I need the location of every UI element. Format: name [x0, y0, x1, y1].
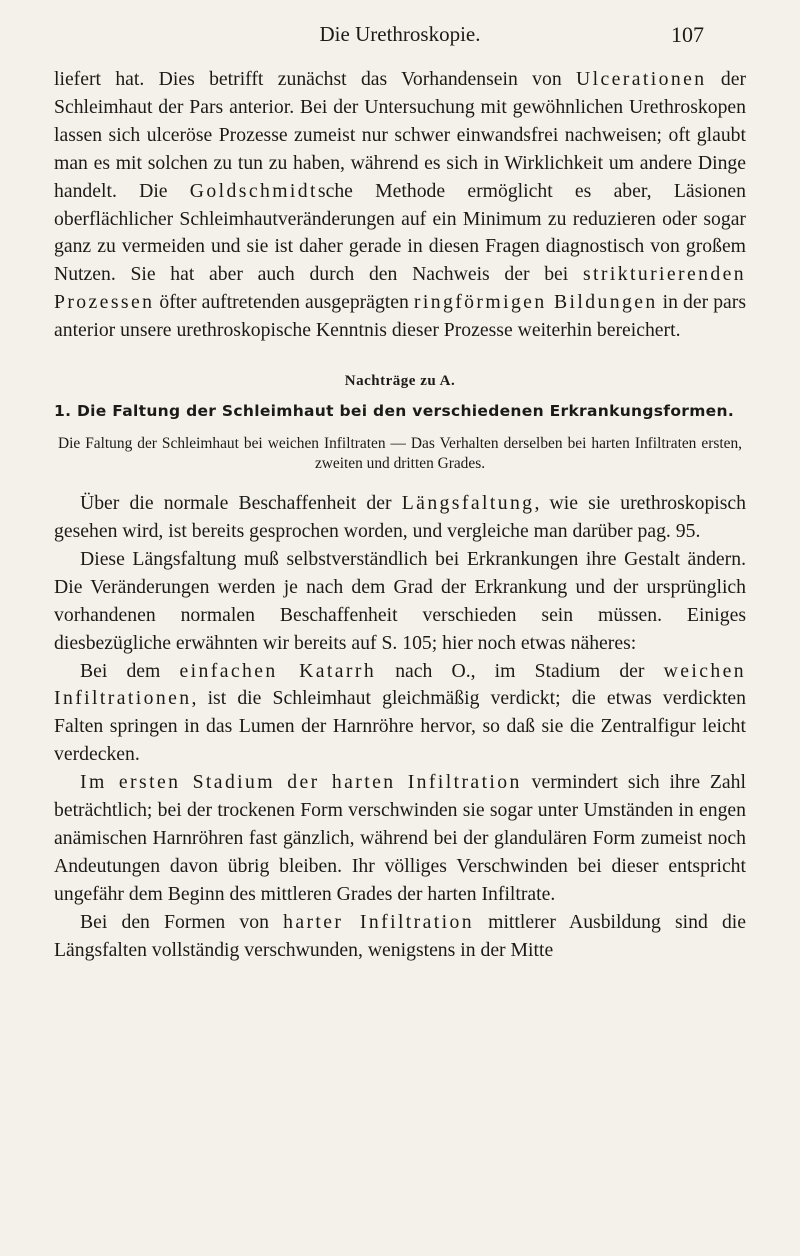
emphasis-harter-infiltration: harter Infiltration [283, 910, 475, 933]
emphasis-laengsfaltung: Längsfaltung [401, 492, 535, 515]
appendix-title: Nachträge zu A. [344, 373, 456, 390]
emphasis-goldschmidt: Goldschmidt [189, 179, 318, 202]
paragraph-ulcerations: liefert hat. Dies betrifft zunächst das Vorhandensein von Ulcerationen der Schleimhaut der Pars anterior. Bei der Untersuchung mit gewöhnlichen Urethroskopen lassen sich ulceröse Prozesse zumeist nur schwer einwandsfrei nachweisen; oft glaubt man es mit solchen zu tun zu haben, während es sich in Wirklichkeit um andere Dinge handelt. Die Goldschmidtsche Methode ermöglicht es aber, Läsionen oberflächlicher Schleimhautveränderungen auf ein Minimum zu reduzieren oder sogar ganz zu vermeiden und sie ist daher gerade in diesen Fragen diagnostisch von großem Nutzen. Sie hat aber auch durch den Nachweis der bei strikturierenden Prozessen öfter auftretenden ausgeprägten ringförmigen Bildungen in der pars anterior unsere urethroskopische Kenntnis dieser Prozesse weiterhin bereichert. [54, 68, 746, 342]
emphasis-strikturierenden: strikturierenden Prozessen [54, 263, 746, 314]
emphasis-weichen-infiltrationen: weichen Infiltrationen [54, 659, 746, 710]
section-heading: 1. Die Faltung der Schleimhaut bei den verschiedenen Erkrankungsformen. [54, 402, 735, 421]
emphasis-ulcerationen: Ulcerationen [576, 68, 707, 90]
page-number: 107 [671, 22, 704, 47]
emphasis-einfachen-katarrh: einfachen Katarrh [179, 659, 377, 682]
section-summary: Die Faltung der Schleimhaut bei weichen Infiltraten — Das Verhalten derselben bei harten Infiltraten ersten, zweiten und dritten Grades. [58, 435, 742, 473]
paragraph-erstes-stadium: Im ersten Stadium der harten Infiltration vermindert sich ihre Zahl beträchtlich; bei der trockenen Form verschwinden sie sogar unter Umständen in engen anämischen Harnröhren fast gänzlich, während bei der glandulären Form zumeist noch Andeutungen davon übrig bleiben. Ihr völliges Verschwinden bei dieser entspricht ungefähr dem Beginn des mittleren Grades der harten Infiltrate. [54, 771, 746, 905]
text-body [54, 66, 746, 964]
emphasis-ringfoermigen: ringförmigen Bildungen [413, 291, 658, 314]
paragraph-einfacher-katarrh: Bei dem einfachen Katarrh nach O., im Stadium der weichen Infiltrationen, ist die Schleimhaut gleichmäßig verdickt; die etwas verdickten Falten springen in das Lumen der Harnröhre hervor, so daß sie die Zentralfigur leicht verdecken. [54, 659, 746, 766]
paragraph-harte-infiltration: Bei den Formen von harter Infiltration mittlerer Ausbildung sind die Längsfalten vollständig verschwunden, wenigstens in der Mitte [54, 910, 746, 961]
emphasis-ersten-stadium: Im ersten Stadium der harten Infiltration [80, 771, 522, 794]
paragraph-laengsfaltung: Über die normale Beschaffenheit der Längsfaltung, wie sie urethroskopisch gesehen wird, ist bereits gesprochen worden, und vergleiche man darüber pag. 95. [54, 492, 746, 542]
running-title: Die Urethroskopie. [319, 22, 481, 46]
paragraph-veraenderungen: Diese Längsfaltung muß selbstverständlich bei Erkrankungen ihre Gestalt ändern. Die Veränderungen werden je nach dem Grad der Erkrankung und der ursprünglich vorhandenen normalen Beschaffenheit verschieden sein müssen. Einiges diesbezügliche erwähnten wir bereits auf S. 105; hier noch etwas näheres: [54, 547, 746, 654]
